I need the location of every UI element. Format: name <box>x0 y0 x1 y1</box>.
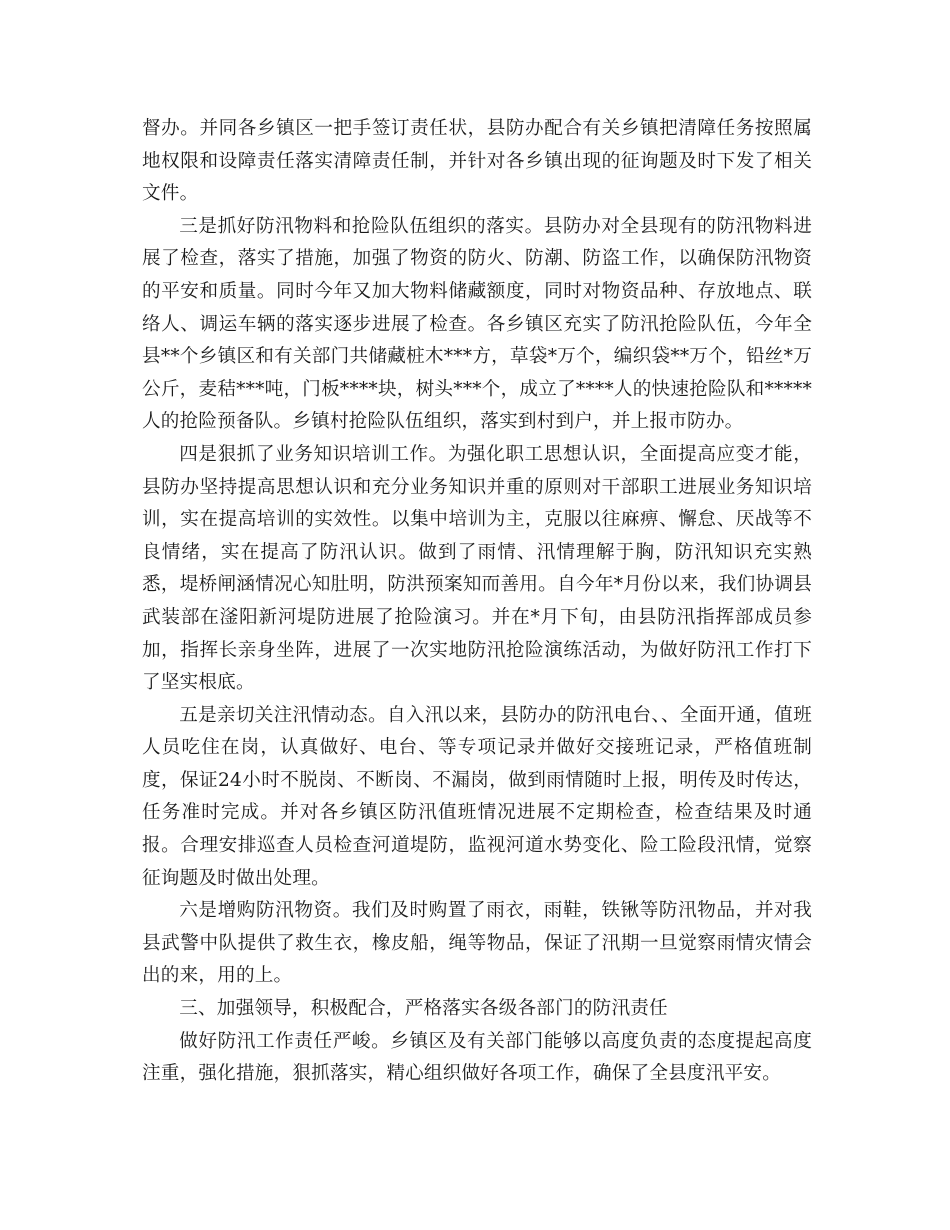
paragraph-materials-and-teams: 三是抓好防汛物料和抢险队伍组织的落实。县防办对全县现有的防汛物料进展了检查，落实了措施，加强了物资的防火、防潮、防盗工作，以确保防汛物资的平安和质量。同时今年又加大物料储藏额度，同时对物资品种、存放地点、联络人、调运车辆的落实逐步进展了检查。各乡镇区充实了防汛抢险队伍，今年全县**个乡镇区和有关部门共储藏桩木***方，草袋*万个，编织袋**万个，铅丝*万公斤，麦秸***吨，门板****块，树头***个，成立了****人的快速抢险队和*****人的抢险预备队。乡镇村抢险队伍组织，落实到村到户，并上报市防办。 <box>142 215 812 433</box>
document-body <box>142 113 812 1091</box>
paragraph-supervision: 督办。并同各乡镇区一把手签订责任状，县防办配合有关乡镇把清障任务按照属地权限和设障责任落实清障责任制，并针对各乡镇出现的征询题及时下发了相关文件。 <box>142 118 812 205</box>
paragraph-responsibility: 做好防汛工作责任严峻。乡镇区及有关部门能够以高度负责的态度提起高度注重，强化措施，狠抓落实，精心组织做好各项工作，确保了全县度汛平安。 <box>142 1030 812 1085</box>
paragraph-training: 四是狠抓了业务知识培训工作。为强化职工思想认识，全面提高应变才能，县防办坚持提高思想认识和充分业务知识并重的原则对干部职工进展业务知识培训，实在提高培训的实效性。以集中培训为主，克服以往麻痹、懈怠、厌战等不良情绪，实在提高了防汛认识。做到了雨情、汛情理解于胸，防汛知识充实熟悉，堤桥闸涵情况心知肚明，防洪预案知而善用。自今年*月份以来，我们协调县武装部在滏阳新河堤防进展了抢险演习。并在*月下旬，由县防汛指挥部成员参加，指挥长亲身坐阵，进展了一次实地防汛抢险演练活动，为做好防汛工作打下了坚实根底。 <box>142 443 812 694</box>
paragraph-flood-monitoring: 五是亲切关注汛情动态。自入汛以来，县防办的防汛电台、、全面开通，值班人员吃住在岗，认真做好、电台、等专项记录并做好交接班记录，严格值班制度，保证24小时不脱岗、不断岗、不漏岗，做到雨情随时上报，明传及时传达，任务准时完成。并对各乡镇区防汛值班情况进展不定期检查，检查结果及时通报。合理安排巡查人员检查河道堤防，监视河道水势变化、险工险段汛情，觉察征询题及时做出处理。 <box>142 704 812 889</box>
section-heading-leadership: 三、加强领导，积极配合，严格落实各级各部门的防汛责任 <box>179 998 668 1020</box>
paragraph-supplies-purchase: 六是增购防汛物资。我们及时购置了雨衣，雨鞋，铁锹等防汛物品，并对我县武警中队提供了救生衣，橡皮船，绳等物品，保证了汛期一旦觉察雨情灾情会出的来，用的上。 <box>142 900 812 987</box>
